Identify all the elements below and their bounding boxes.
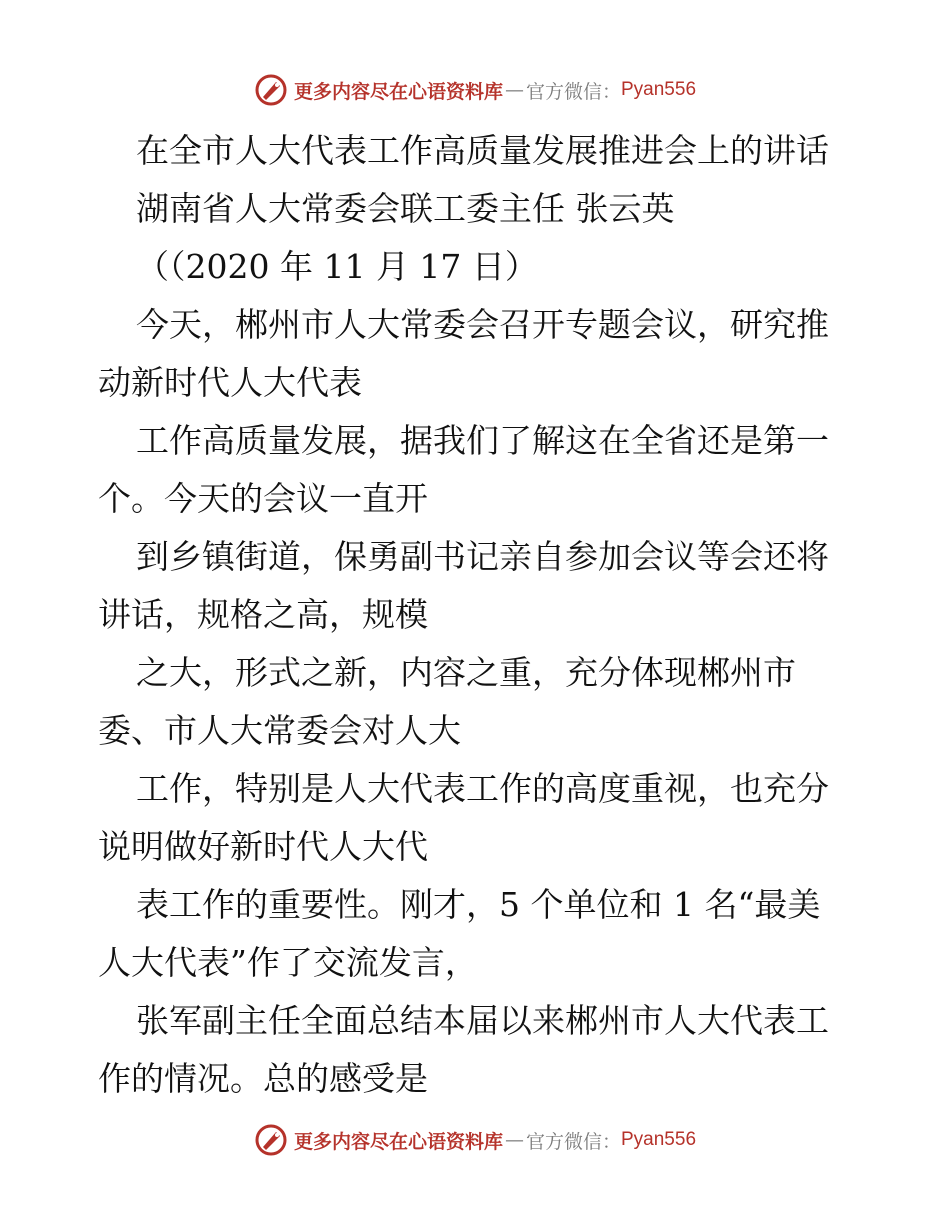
watermark-wechat-id: Pyan556 <box>621 1129 697 1150</box>
pen-nib-logo-icon <box>254 1123 288 1157</box>
text-line: 讲话，规格之高，规模 <box>98 595 428 634</box>
document-title: 在全市人大代表工作高质量发展推进会上的讲话 <box>136 131 829 170</box>
text-line: 人大代表”作了交流发言， <box>98 943 478 982</box>
text-line: 张军副主任全面总结本届以来郴州市人大代表工 <box>136 1001 829 1040</box>
text-line: 之大，形式之新，内容之重，充分体现郴州市 <box>136 653 796 692</box>
speaker-line: 湖南省人大常委会联工委主任 张云英 <box>136 189 675 228</box>
watermark-main-text: 更多内容尽在心语资料库 <box>293 80 503 103</box>
text-line: 今天，郴州市人大常委会召开专题会议，研究推 <box>136 305 829 344</box>
text-line: 动新时代人大代表 <box>98 363 362 402</box>
text-line: 到乡镇街道，保勇副书记亲自参加会议等会还将 <box>136 537 829 576</box>
text-line: 说明做好新时代人大代 <box>98 827 428 866</box>
watermark-wechat-label: 官方微信： <box>525 1130 621 1153</box>
text-line: 表工作的重要性。刚才，5 个单位和 1 名“最美 <box>136 885 821 924</box>
watermark-banner-bottom <box>0 1120 950 1160</box>
text-line: 个。今天的会议一直开 <box>98 479 428 518</box>
watermark-wechat-id: Pyan556 <box>621 79 697 100</box>
watermark-separator: — <box>504 79 524 101</box>
date-line: （（2020 年 11 月 17 日） <box>136 247 538 286</box>
text-line: 作的情况。总的感受是 <box>98 1059 428 1098</box>
watermark-main-text: 更多内容尽在心语资料库 <box>293 1130 503 1153</box>
watermark-banner-top <box>0 70 950 110</box>
watermark-wechat-label: 官方微信： <box>525 80 621 103</box>
text-line: 工作，特别是人大代表工作的高度重视，也充分 <box>136 769 829 808</box>
watermark-separator: — <box>504 1129 524 1151</box>
text-line: 委、市人大常委会对人大 <box>98 711 461 750</box>
document-body <box>98 122 858 1108</box>
pen-nib-logo-icon <box>254 73 288 107</box>
text-line: 工作高质量发展，据我们了解这在全省还是第一 <box>136 421 829 460</box>
